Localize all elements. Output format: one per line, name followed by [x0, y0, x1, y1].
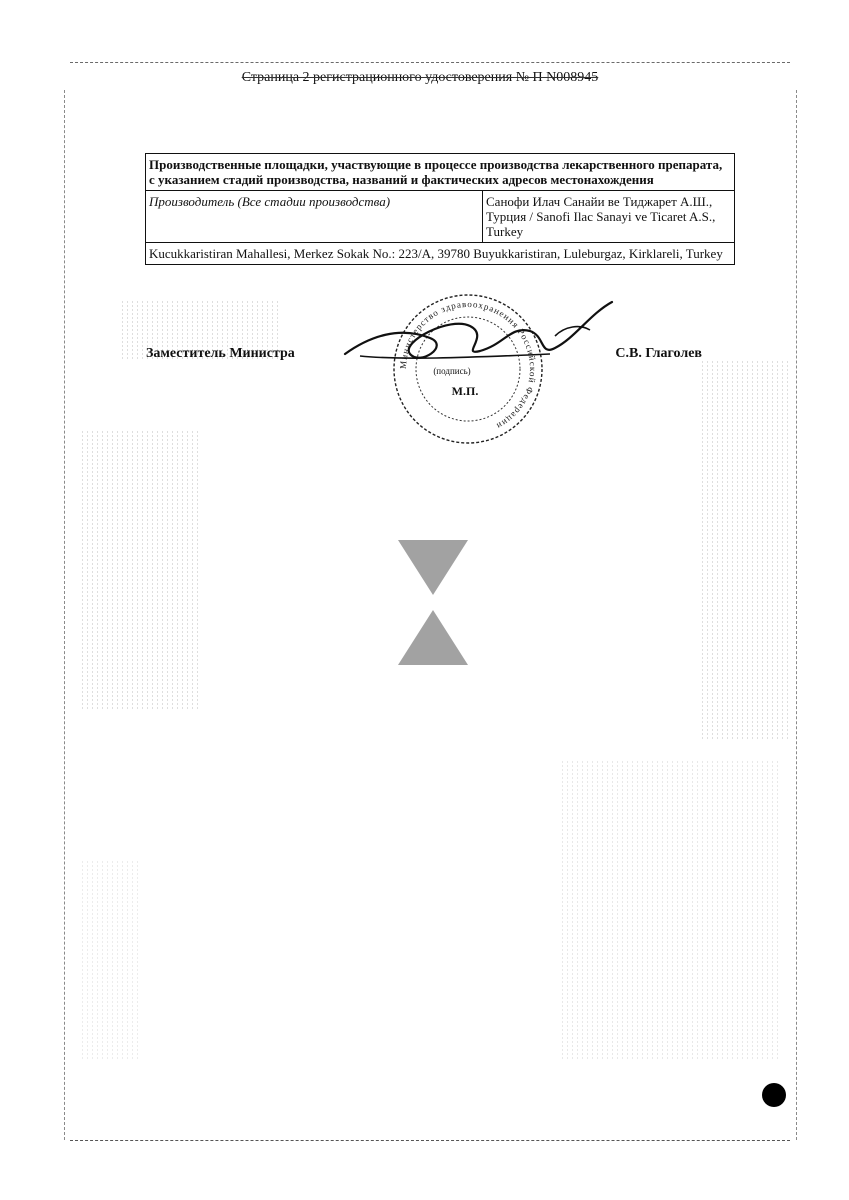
scan-edge-top — [70, 62, 790, 63]
scan-noise — [80, 430, 200, 710]
table-caption: Производственные площадки, участвующие в процессе производства лекарственного препарата, с указанием стадий производства, названий и фактических адресов местонахождения — [146, 154, 735, 191]
signer-position: Заместитель Министра — [146, 346, 295, 361]
watermark-triangle-bottom — [398, 610, 468, 665]
manufacturer-address-cell: Kucukkaristiran Mahallesi, Merkez Sokak No.: 223/A, 39780 Buyukkaristiran, Luleburgaz, Kirklareli, Turkey — [146, 243, 735, 265]
signer-name: С.В. Глаголев — [615, 346, 702, 361]
scan-edge-right — [796, 90, 797, 1140]
seal-signature-label: (подпись) — [433, 366, 471, 376]
scan-noise — [560, 760, 780, 1060]
manufacturing-sites-table — [145, 153, 735, 265]
manufacturer-name-cell: Санофи Илач Санайи ве Тиджарет А.Ш., Турция / Sanofi Ilac Sanayi ve Ticaret A.S., Turkey — [483, 191, 735, 243]
scan-noise — [700, 360, 790, 740]
table-row — [146, 191, 735, 243]
scan-edge-bottom — [70, 1140, 790, 1141]
scan-edge-left — [64, 90, 65, 1140]
table-row — [146, 154, 735, 191]
watermark-triangle-top — [398, 540, 468, 595]
marker-dot — [762, 1083, 786, 1107]
seal-ring-text: Министерство здравоохранения Российской Федерации — [397, 298, 539, 432]
table-row — [146, 243, 735, 265]
signature-block — [146, 346, 706, 370]
manufacturer-stage-cell: Производитель (Все стадии производства) — [146, 191, 483, 243]
page-header: Страница 2 регистрационного удостоверения № П N008945 — [241, 70, 599, 85]
scan-noise — [80, 860, 140, 1060]
seal-mp-label: М.П. — [451, 384, 479, 398]
